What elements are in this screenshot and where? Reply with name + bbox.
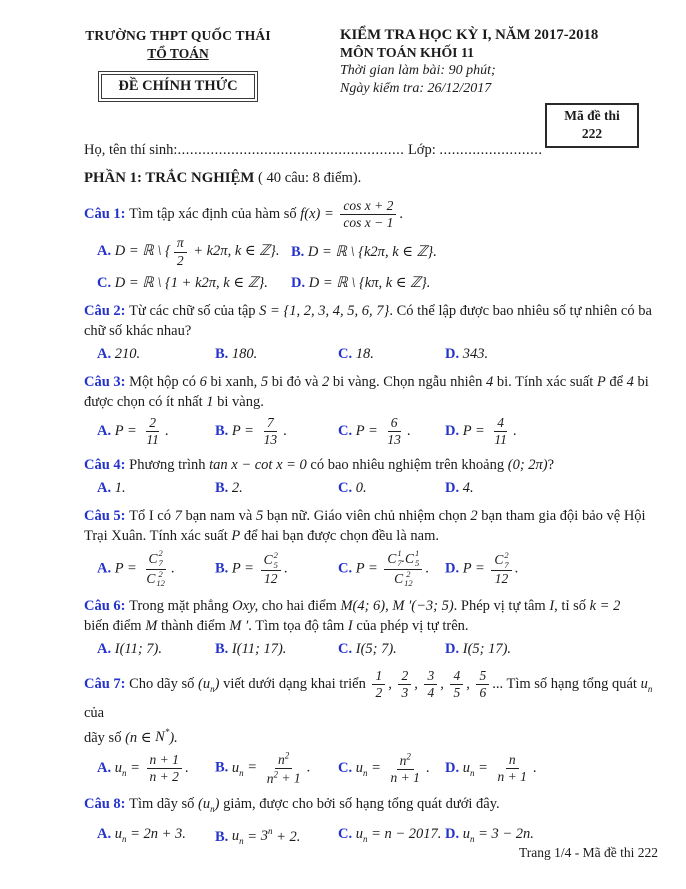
exam-date: Ngày kiểm tra: 26/12/2017 bbox=[340, 81, 492, 96]
exam-title: KIỂM TRA HỌC KỲ I, NĂM 2017-2018 bbox=[340, 27, 599, 43]
answer-option: C. D = ℝ \ {1 + k2π, k ∈ ℤ}. bbox=[97, 274, 268, 291]
question-number: Câu 3: bbox=[84, 373, 130, 390]
question bbox=[84, 667, 662, 788]
option-letter: B. bbox=[215, 828, 232, 845]
option-letter: A. bbox=[97, 345, 115, 362]
answer-option: C. $u_n$ = $\frac{n^2}{n + 1}$ . bbox=[338, 751, 430, 785]
option-letter: D. bbox=[445, 480, 463, 497]
options-row bbox=[84, 414, 662, 449]
fraction: $\frac{\pi}{2}$ bbox=[174, 235, 187, 268]
question bbox=[84, 506, 662, 590]
option-letter: B. bbox=[291, 243, 308, 260]
section-title-main: PHẦN 1: TRẮC NGHIỆM bbox=[84, 170, 255, 186]
answer-option: A. 210. bbox=[97, 345, 141, 362]
fraction: $\frac{2}{11}$ bbox=[146, 414, 159, 447]
answer-option: D. $u_n = 3 - 2n$. bbox=[445, 826, 534, 844]
answer-option: C. I(5; 7). bbox=[338, 641, 397, 658]
question-stem: chữ số khác nhau? bbox=[84, 322, 192, 339]
question-stem: Câu 3: Một hộp có 6 bi xanh, 5 bi đỏ và 2 bi vàng. Chọn ngẫu nhiên 4 bi. Tính xác suất P để 4 bi bbox=[84, 373, 649, 390]
options-row bbox=[84, 638, 662, 661]
school-name: TRƯỜNG THPT QUỐC THÁI bbox=[85, 28, 271, 43]
question bbox=[84, 372, 662, 449]
student-class-blank: ......................... bbox=[439, 142, 543, 158]
answer-option: B. $u_n$ = $\frac{n^2}{n^2 + 1}$ . bbox=[215, 750, 311, 786]
option-letter: D. bbox=[445, 641, 463, 658]
answer-option: B. P = C 2 5 12 . bbox=[215, 549, 288, 587]
questions bbox=[84, 191, 662, 853]
option-letter: C. bbox=[97, 274, 115, 291]
fraction: C 2 7 C 2 12 bbox=[146, 548, 165, 589]
fraction: $\frac{3}{4}$ bbox=[424, 668, 437, 701]
option-letter: A. bbox=[97, 759, 115, 776]
student-name-blank: ....................................................... bbox=[177, 142, 405, 158]
answer-option: A. P = C 2 7 C 2 12 . bbox=[97, 548, 175, 589]
answer-option: C. 18. bbox=[338, 345, 374, 362]
option-letter: C. bbox=[338, 759, 356, 776]
option-letter: B. bbox=[215, 345, 232, 362]
question-number: Câu 4: bbox=[84, 457, 130, 474]
question-stem: dãy số (n ∈ N*). bbox=[84, 727, 178, 746]
answer-option: B. 180. bbox=[215, 345, 258, 362]
question-stem: Câu 4: Phương trình tan x − cot x = 0 có bao nhiêu nghiệm trên khoảng (0; 2π)? bbox=[84, 457, 555, 474]
option-letter: A. bbox=[97, 641, 115, 658]
fraction: C 2 7 12 bbox=[491, 551, 511, 588]
answer-option: B. I(11; 17). bbox=[215, 641, 287, 658]
option-letter: D. bbox=[291, 274, 309, 291]
fraction: $\frac{5}{6}$ bbox=[476, 668, 489, 701]
question-stem: Câu 5: Tổ I có 7 bạn nam và 5 bạn nữ. Giáo viên chủ nhiệm chọn 2 bạn tham gia đội bảo vệ Hội bbox=[84, 508, 646, 525]
section-title-detail: ( 40 câu: 8 điểm). bbox=[254, 170, 362, 186]
option-letter: B. bbox=[215, 480, 232, 497]
option-letter: D. bbox=[445, 345, 463, 362]
question-stem: Câu 1: Tìm tập xác định của hàm số f(x) = $\frac{\text{cos x + 2}}{\text{cos x − 1}}$ . bbox=[84, 198, 404, 231]
answer-option: C. $u_n = n - 2017$. bbox=[338, 826, 442, 844]
department-name: TỔ TOÁN bbox=[147, 46, 209, 61]
answer-option: B. P = $\frac{7}{13}$ . bbox=[215, 414, 287, 447]
question-number: Câu 2: bbox=[84, 302, 130, 319]
answer-option: D. D = ℝ \ {kπ, k ∈ ℤ}. bbox=[291, 274, 431, 291]
option-letter: B. bbox=[215, 641, 232, 658]
fraction: $\frac{4}{5}$ bbox=[450, 668, 463, 701]
option-letter: A. bbox=[97, 480, 115, 497]
answer-option: D. I(5; 17). bbox=[445, 641, 512, 658]
fraction: $\frac{n + 1}{n + 2}$ bbox=[147, 752, 182, 785]
question-number: Câu 5: bbox=[84, 508, 130, 525]
fraction: C 1 7 . C 1 5 C 2 12 bbox=[384, 549, 422, 589]
option-letter: B. bbox=[215, 560, 232, 577]
fraction: $\frac{1}{2}$ bbox=[372, 668, 385, 701]
official-exam-label: ĐỀ CHÍNH THỨC bbox=[101, 74, 254, 99]
exam-duration: Thời gian làm bài: 90 phút; bbox=[340, 63, 496, 78]
student-info-line bbox=[84, 142, 660, 159]
fraction: $\frac{n}{n + 1}$ bbox=[497, 751, 527, 785]
answer-option: C. P = $\frac{6}{13}$ . bbox=[338, 414, 411, 447]
answer-option: A. I(11; 7). bbox=[97, 641, 162, 658]
header-school-block bbox=[52, 28, 304, 102]
option-letter: B. bbox=[215, 422, 232, 439]
option-letter: C. bbox=[338, 826, 356, 843]
options-row bbox=[84, 548, 662, 590]
answer-option: D. 4. bbox=[445, 480, 474, 497]
answer-option: C. 0. bbox=[338, 480, 367, 497]
student-name-label: Họ, tên thí sinh: bbox=[84, 142, 178, 158]
answer-option: D. 343. bbox=[445, 345, 489, 362]
question-number: Câu 7: bbox=[84, 676, 130, 693]
option-letter: D. bbox=[445, 422, 463, 439]
option-letter: D. bbox=[445, 826, 463, 843]
fraction: $\frac{n^2}{n^2 + 1}$ bbox=[266, 750, 301, 786]
option-letter: C. bbox=[338, 345, 356, 362]
fraction: $\frac{\text{cos x + 2}}{\text{cos x − 1}}$ bbox=[340, 198, 396, 231]
fraction: C 2 5 12 bbox=[261, 551, 281, 588]
options-row bbox=[84, 234, 662, 294]
options-row bbox=[84, 343, 662, 366]
question-stem: biến điểm M thành điểm M ′. Tìm tọa độ tâm I của phép vị tự trên. bbox=[84, 618, 469, 635]
options-row bbox=[84, 749, 662, 787]
answer-option: D. $u_n$ = $\frac{n}{n + 1}$ . bbox=[445, 751, 537, 785]
answer-option: A. $u_n = 2n + 3$. bbox=[97, 826, 186, 844]
option-letter: C. bbox=[338, 560, 356, 577]
answer-option: D. P = C 2 7 12 . bbox=[445, 549, 519, 587]
answer-option: B. $u_n = 3^n + 2$. bbox=[215, 826, 301, 847]
option-letter: C. bbox=[338, 422, 356, 439]
answer-option: D. P = $\frac{4}{11}$ . bbox=[445, 414, 517, 447]
fraction: $\frac{4}{11}$ bbox=[494, 414, 507, 447]
question-stem: Câu 6: Trong mặt phẳng Oxy, cho hai điểm M(4; 6), M ′(−3; 5). Phép vị tự tâm I, tỉ số k = 2 bbox=[84, 598, 621, 615]
official-exam-box bbox=[98, 71, 257, 102]
question-stem: Câu 2: Từ các chữ số của tập S = {1, 2, 3, 4, 5, 6, 7}. Có thể lập được bao nhiêu số tự nhiên có ba bbox=[84, 302, 652, 319]
option-letter: A. bbox=[97, 826, 115, 843]
exam-code-value: 222 bbox=[581, 126, 603, 142]
answer-option: B. D = ℝ \ {k2π, k ∈ ℤ}. bbox=[291, 243, 437, 260]
question-stem: Trại Xuân. Tính xác suất P để hai bạn được chọn đều là nam. bbox=[84, 528, 439, 545]
option-letter: A. bbox=[97, 243, 115, 260]
question bbox=[84, 197, 662, 295]
fraction: $\frac{7}{13}$ bbox=[263, 414, 278, 447]
question bbox=[84, 301, 662, 366]
header-exam-block bbox=[340, 27, 670, 97]
fraction: $\frac{2}{3}$ bbox=[398, 668, 411, 701]
answer-option: A. 1. bbox=[97, 480, 126, 497]
option-letter: A. bbox=[97, 560, 115, 577]
fraction: $\frac{n^2}{n + 1}$ bbox=[390, 751, 420, 785]
question-number: Câu 8: bbox=[84, 795, 130, 812]
exam-subject: MÔN TOÁN KHỐI 11 bbox=[340, 45, 475, 60]
exam-code-label: Mã đề thi bbox=[564, 108, 620, 123]
question bbox=[84, 596, 662, 661]
options-row bbox=[84, 477, 662, 500]
question bbox=[84, 455, 662, 500]
option-letter: D. bbox=[445, 759, 463, 776]
answer-option: A. P = $\frac{2}{11}$ . bbox=[97, 414, 169, 447]
answer-option: B. 2. bbox=[215, 480, 243, 497]
answer-option: A. $u_n$ = $\frac{n + 1}{n + 2}$ . bbox=[97, 751, 189, 785]
answer-option: C. P = C 1 7 . C 1 5 C 2 12 . bbox=[338, 548, 429, 589]
option-letter: B. bbox=[215, 759, 232, 776]
fraction: $\frac{6}{13}$ bbox=[387, 414, 401, 447]
question-stem: được chọn có ít nhất 1 bi vàng. bbox=[84, 393, 264, 410]
question-number: Câu 6: bbox=[84, 598, 130, 615]
question-number: Câu 1: bbox=[84, 206, 130, 223]
option-letter: C. bbox=[338, 480, 356, 497]
question-stem: Câu 7: Cho dãy số $(u_n)$ viết dưới dạng khai triển $\frac{1}{2}$ , $\frac{2}{3}$ , $\frac{3}{4}$ , $\frac{4}{5}$ , $\frac{5}{6}$ ... Tìm số hạng tổng quát $u_n$ của bbox=[84, 668, 653, 721]
option-letter: C. bbox=[338, 641, 356, 658]
question-stem: Câu 8: Tìm dãy số $(u_n)$ giảm, được cho bởi số hạng tổng quát dưới đây. bbox=[84, 795, 500, 814]
option-letter: D. bbox=[445, 560, 463, 577]
section-title bbox=[84, 170, 361, 187]
page-footer: Trang 1/4 - Mã đề thi 222 bbox=[519, 845, 658, 860]
answer-option: A. D = ℝ \ { $\frac{\pi}{2}$ + k2π, k ∈ ℤ}. bbox=[97, 235, 280, 268]
student-class-label: Lớp: bbox=[404, 142, 440, 158]
option-letter: A. bbox=[97, 422, 115, 439]
